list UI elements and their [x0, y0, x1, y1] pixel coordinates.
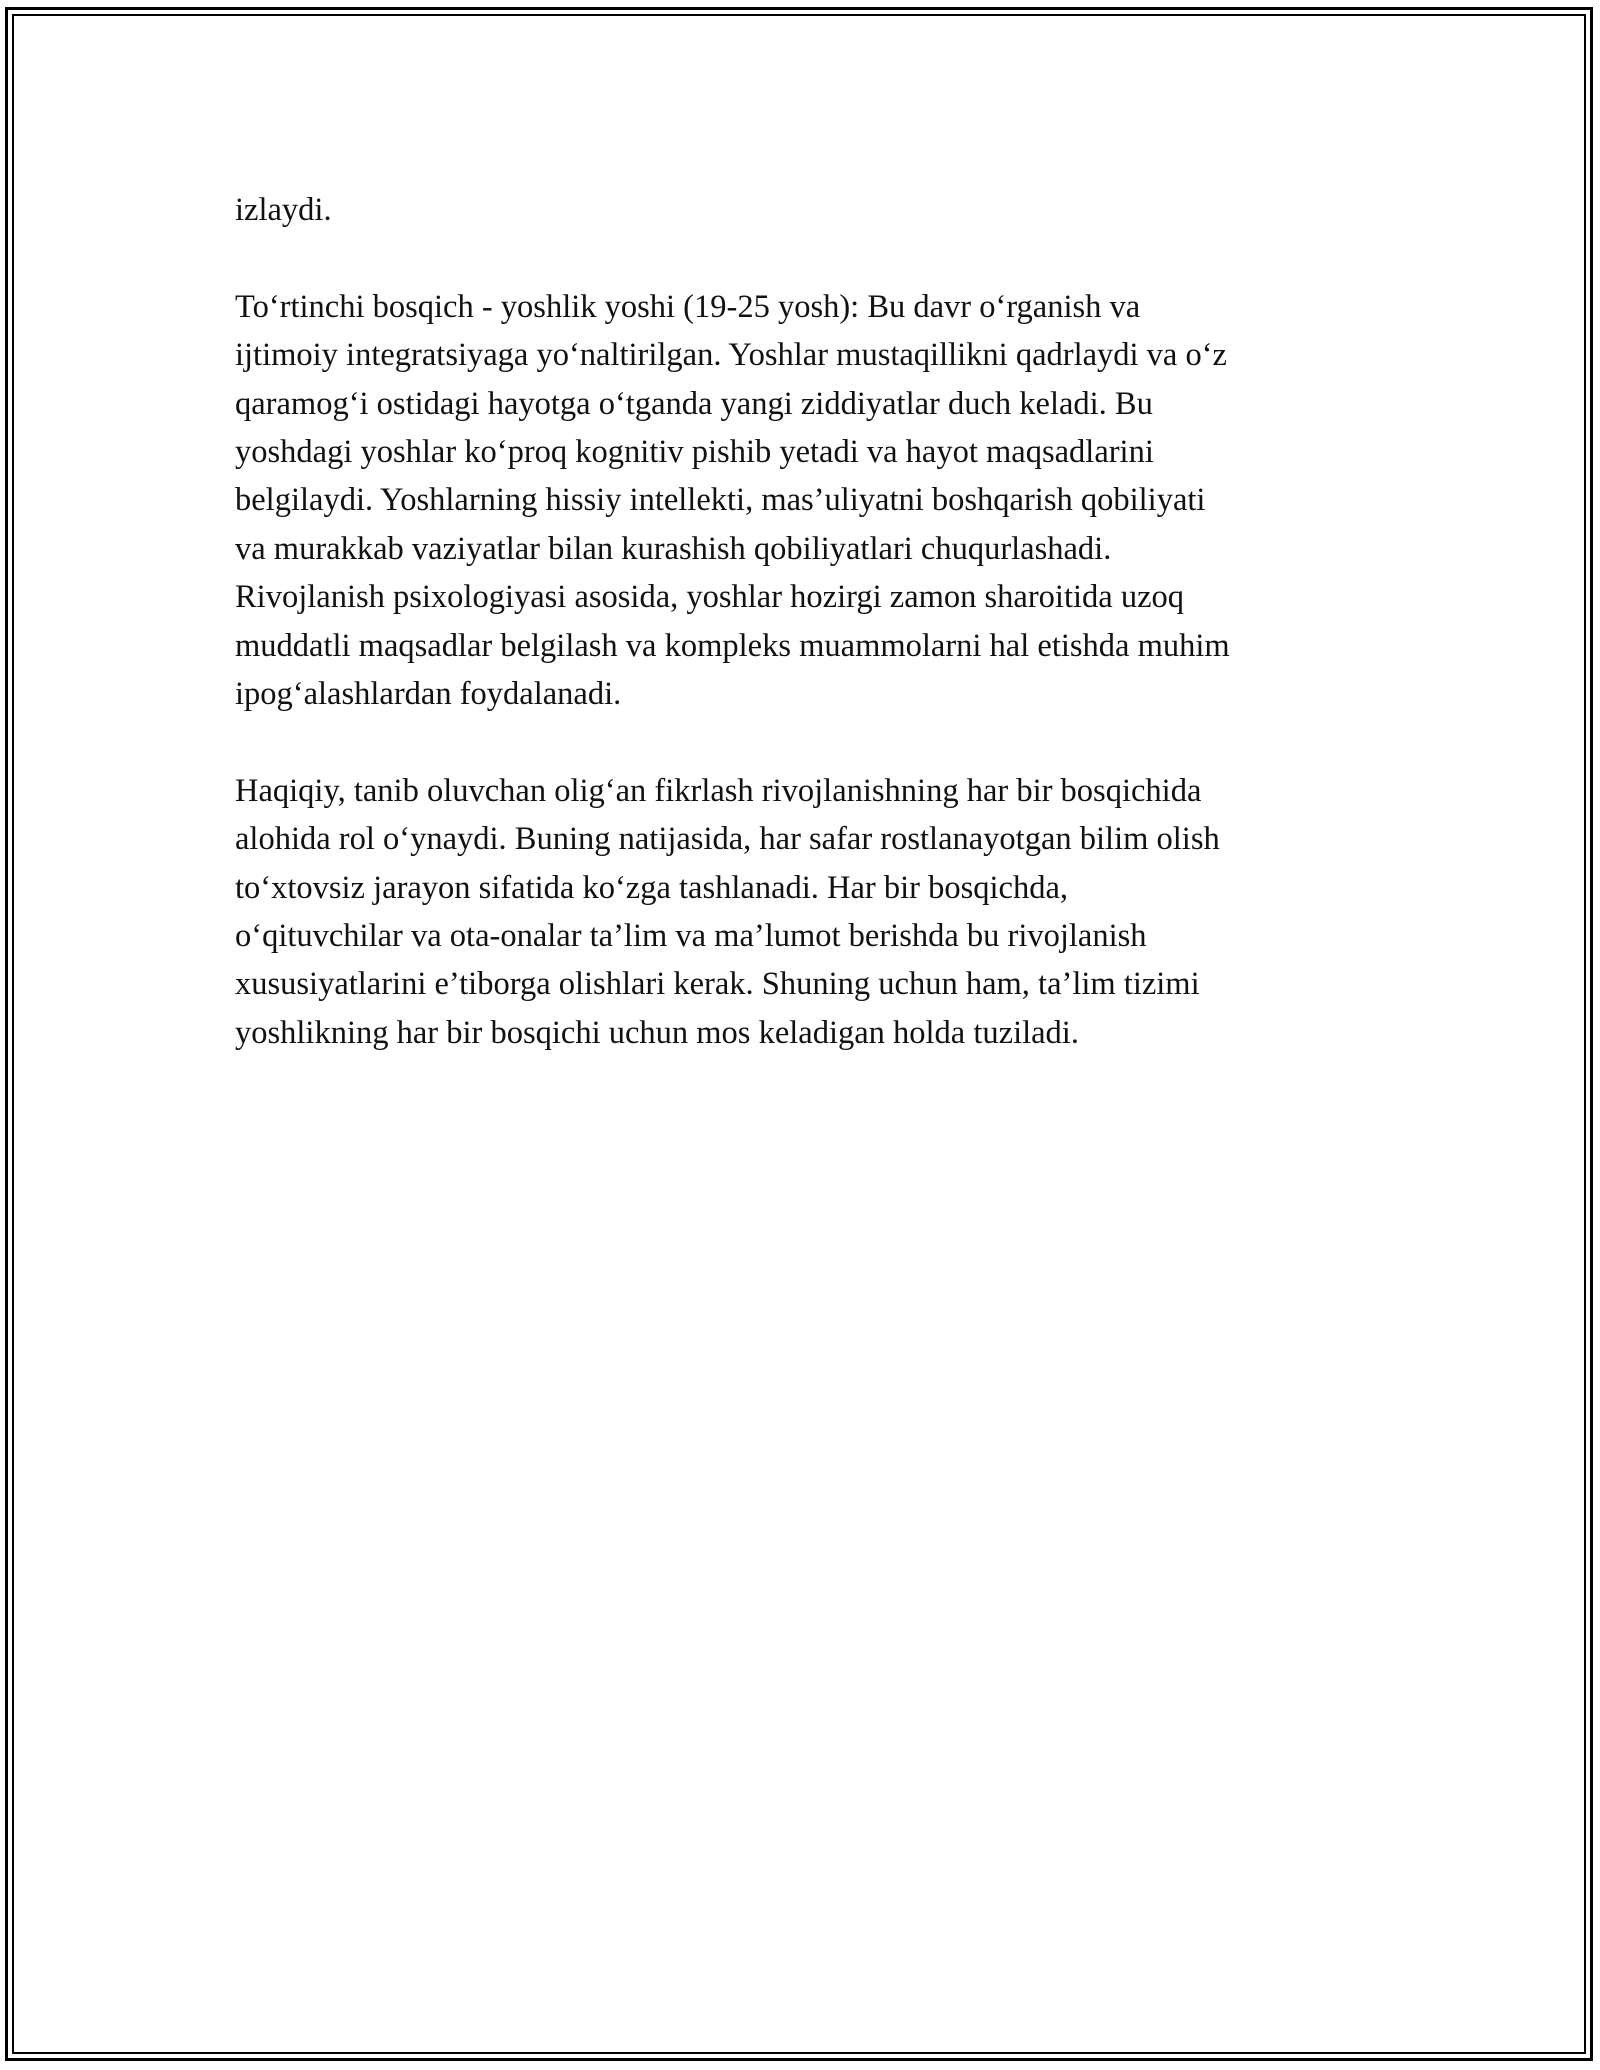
paragraph-1: [235, 186, 1385, 234]
text-line: belgilaydi. Yoshlarning hissiy intellekti, mas’uliyatni boshqarish qobiliyati: [235, 482, 1206, 519]
paragraph-2: [235, 283, 1385, 719]
text-line: To‘rtinchi bosqich - yoshlik yoshi (19-25 yosh): Bu davr o‘rganish va: [235, 288, 1141, 325]
text-line: va murakkab vaziyatlar bilan kurashish qobiliyatlari chuqurlashadi.: [235, 530, 1112, 567]
text-line: alohida rol o‘ynaydi. Buning natijasida, har safar rostlanayotgan bilim olish: [235, 821, 1220, 858]
text-line: o‘qituvchilar va ota-onalar ta’lim va ma’lumot berishda bu rivojlanish: [235, 918, 1147, 955]
paragraph-3: [235, 767, 1385, 1057]
text-line: ipog‘alashlardan foydalanadi.: [235, 676, 622, 713]
text-line: yoshlikning har bir bosqichi uchun mos keladigan holda tuziladi.: [235, 1014, 1079, 1051]
text-line: Haqiqiy, tanib oluvchan olig‘an fikrlash rivojlanishning har bir bosqichida: [235, 772, 1202, 809]
text-line: to‘xtovsiz jarayon sifatida ko‘zga tashlanadi. Har bir bosqichda,: [235, 869, 1069, 906]
document-body: [235, 186, 1385, 1106]
text-line: Rivojlanish psixologiyasi asosida, yoshlar hozirgi zamon sharoitida uzoq: [235, 579, 1184, 616]
text-line: muddatli maqsadlar belgilash va kompleks muammolarni hal etishda muhim: [235, 627, 1230, 664]
text-line: xususiyatlarini e’tiborga olishlari kerak. Shuning uchun ham, ta’lim tizimi: [235, 966, 1200, 1003]
text-line: ijtimoiy integratsiyaga yo‘naltirilgan. Yoshlar mustaqillikni qadrlaydi va o‘z: [235, 337, 1227, 374]
text-line: yoshdagi yoshlar ko‘proq kognitiv pishib yetadi va hayot maqsadlarini: [235, 434, 1154, 471]
text-line: izlaydi.: [235, 192, 332, 228]
text-line: qaramog‘i ostidagi hayotga o‘tganda yangi ziddiyatlar duch keladi. Bu: [235, 385, 1153, 422]
